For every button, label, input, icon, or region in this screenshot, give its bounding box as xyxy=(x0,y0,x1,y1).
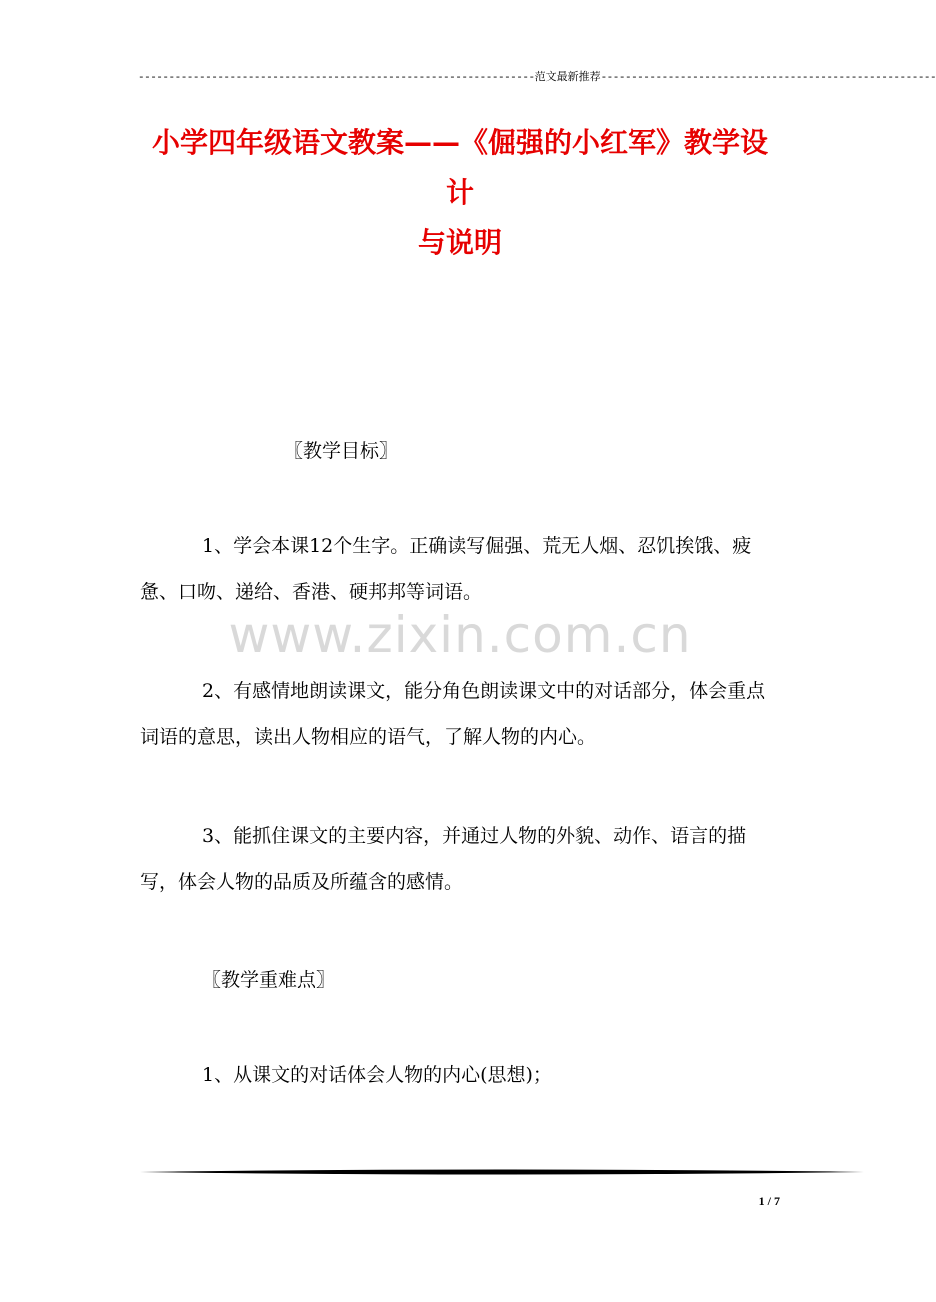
page-header xyxy=(138,68,936,84)
header-dashes-left: ----------------------------------------------------------------- xyxy=(138,72,535,84)
header-label: 范文最新推荐 xyxy=(534,70,601,83)
title-line-2: 与说明 xyxy=(417,226,502,259)
heading-key-points: 〖教学重难点〗 xyxy=(202,969,336,991)
document-title xyxy=(140,118,780,268)
header-dashes-right: ------------------------------------------------------- xyxy=(600,72,936,84)
title-line-1: 小学四年级语文教案——《倔强的小红军》教学设计 xyxy=(151,126,768,209)
goal-item-1: 1、学会本课12个生字。正确读写倔强、荒无人烟、忍饥挨饿、疲惫、口吻、递给、香港、硬邦邦等词语。 xyxy=(140,535,752,603)
goal-item-2: 2、有感情地朗读课文，能分角色朗读课文中的对话部分，体会重点词语的意思，读出人物相应的语气，了解人物的内心。 xyxy=(140,680,766,748)
heading-teaching-goals: 〖教学目标〗 xyxy=(284,440,399,462)
watermark-text: www.zixin.com.cn xyxy=(228,606,692,664)
footer-divider xyxy=(140,1168,864,1176)
page-number: 1 / 7 xyxy=(758,1194,780,1208)
goal-item-3: 3、能抓住课文的主要内容，并通过人物的外貌、动作、语言的描写，体会人物的品质及所蕴含的感情。 xyxy=(140,825,747,893)
key-point-1: 1、从课文的对话体会人物的内心(思想)； xyxy=(202,1064,552,1086)
